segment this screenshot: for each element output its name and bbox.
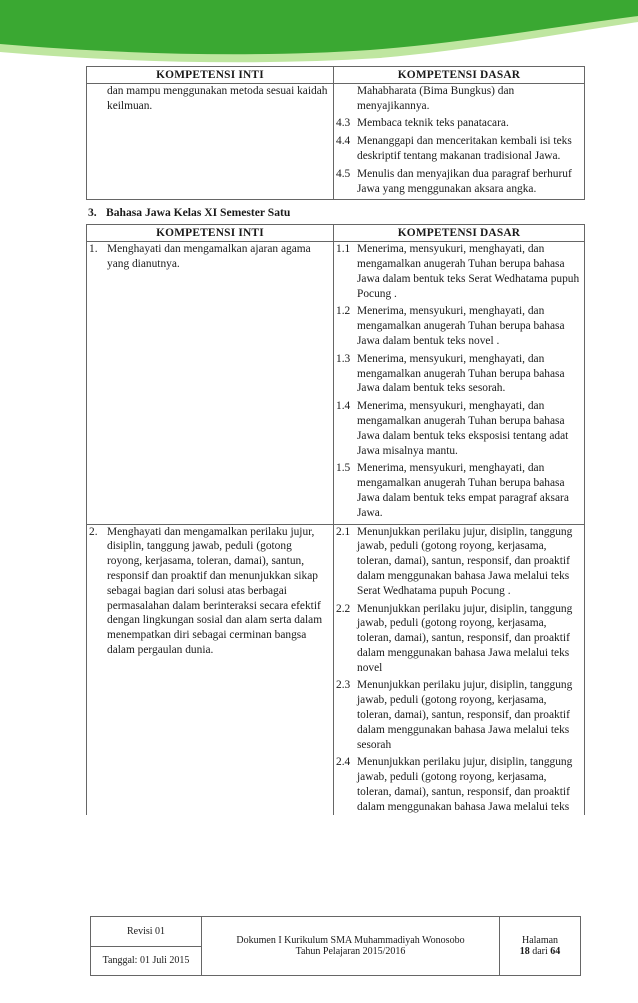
- header-kompetensi-inti: KOMPETENSI INTI: [87, 67, 334, 84]
- kd-item: [334, 399, 584, 461]
- kd-number: 1.2: [336, 305, 351, 318]
- kd-number: 1.4: [336, 400, 351, 413]
- kd-cell: [334, 242, 585, 524]
- kd-cell: [334, 83, 585, 200]
- header-kompetensi-dasar: KOMPETENSI DASAR: [334, 225, 585, 242]
- ki-entry: [87, 525, 333, 658]
- kd-text: Menunjukkan perilaku jujur, disiplin, tanggung jawab, peduli (gotong royong, kerjasama, toleran, damai), santun, responsif, dan proaktif dalam menggunakan bahasa Jawa melalui teks novel: [357, 602, 573, 674]
- footer-page-number: [500, 946, 580, 957]
- ki-text: Menghayati dan mengamalkan ajaran agama yang dianutnya.: [107, 243, 311, 270]
- banner-green-wave: [0, 0, 638, 54]
- kd-number: 4.5: [336, 167, 351, 180]
- ki-number: 1.: [89, 243, 98, 256]
- kd-text: Menunjukkan perilaku jujur, disiplin, tanggung jawab, peduli (gotong royong, kerjasama, toleran, damai), santun, responsif, dan proaktif dalam menggunakan bahasa Jawa melalui teks sesorah: [357, 679, 573, 751]
- footer-page-current: 18: [519, 946, 530, 957]
- footer-tanggal: Tanggal: 01 Juli 2015: [91, 946, 202, 976]
- competency-table: [86, 224, 585, 814]
- kd-item: [334, 167, 584, 200]
- document-footer: [90, 916, 581, 976]
- kd-text: Membaca teknik teks panatacara.: [357, 117, 509, 130]
- kd-cell: [334, 524, 585, 815]
- section-title: Bahasa Jawa Kelas XI Semester Satu: [106, 206, 291, 220]
- kd-text: Menerima, mensyukuri, menghayati, dan mengamalkan anugerah Tuhan berupa bahasa Jawa dalam bentuk teks eksposisi tentang adat Jawa misalnya mantu.: [357, 400, 569, 457]
- footer-page-total: 64: [550, 946, 561, 957]
- ki-number: 2.: [89, 525, 98, 538]
- kd-item: [334, 525, 584, 602]
- page-content: [86, 66, 584, 815]
- kd-number: 1.5: [336, 462, 351, 475]
- kd-number: 4.4: [336, 135, 351, 148]
- kd-text: Menanggapi dan menceritakan kembali isi teks deskriptif tentang makanan tradisional Jawa.: [357, 135, 572, 162]
- footer-halaman: [500, 917, 581, 976]
- ki-text: Menghayati dan mengamalkan perilaku jujur, disiplin, tanggung jawab, peduli (gotong royong, kerjasama, toleran, damai), santun, responsif dan proaktif dan menunjukkan sikap sebagai bagian dari solusi atas berbagai permasalahan dalam berinteraksi secara efektif dengan lingkungan sosial dan alam serta dalam menempatkan diri sebagai cerminan bangsa dalam pergaulan dunia.: [107, 525, 323, 656]
- header-kompetensi-dasar: KOMPETENSI DASAR: [334, 67, 585, 84]
- ki-cell: [87, 524, 334, 815]
- section-heading: [88, 206, 584, 219]
- kd-number: 4.3: [336, 117, 351, 130]
- ki-cell: [87, 242, 334, 524]
- competency-table-continued: [86, 66, 585, 200]
- kd-text: Menerima, mensyukuri, menghayati, dan mengamalkan anugerah Tuhan berupa bahasa Jawa dalam bentuk teks empat paragraf aksara Jawa.: [357, 462, 569, 519]
- kd-number: 1.1: [336, 243, 351, 256]
- table-row: [87, 83, 585, 200]
- section-number: 3.: [88, 206, 97, 220]
- footer-dokumen: [202, 917, 500, 976]
- ki-entry: [87, 242, 333, 272]
- kd-text: Menunjukkan perilaku jujur, disiplin, tanggung jawab, peduli (gotong royong, kerjasama, toleran, damai), santun, responsif, dan proaktif dalam menggunakan bahasa Jawa melalui teks: [357, 756, 573, 813]
- header-banner: [0, 0, 638, 65]
- ki-cell: [87, 83, 334, 200]
- kd-item: [334, 116, 584, 134]
- kd-number: 2.3: [336, 679, 351, 692]
- kd-text: Menerima, mensyukuri, menghayati, dan mengamalkan anugerah Tuhan berupa bahasa Jawa dalam bentuk teks novel .: [357, 305, 565, 347]
- kd-number: 2.1: [336, 525, 351, 538]
- kd-text: Menulis dan menyajikan dua paragraf berhuruf Jawa yang menggunakan aksara angka.: [357, 167, 572, 195]
- kd-item: [334, 678, 584, 755]
- footer-dokumen-year: Tahun Pelajaran 2015/2016: [295, 946, 406, 957]
- kd-text: Menerima, mensyukuri, menghayati, dan mengamalkan anugerah Tuhan berupa bahasa Jawa dalam bentuk teks Serat Wedhatama pupuh Pocung .: [357, 243, 580, 300]
- kd-number: 2.2: [336, 602, 351, 615]
- kd-item: [334, 242, 584, 304]
- kd-item: [334, 352, 584, 399]
- kd-text: Menunjukkan perilaku jujur, disiplin, tanggung jawab, peduli (gotong royong, kerjasama, toleran, damai), santun, responsif, dan proaktif dalam menggunakan bahasa Jawa melalui teks Serat Wedhatama pupuh Pocung .: [357, 525, 573, 597]
- table-row: [87, 524, 585, 815]
- footer-page-sep: dari: [532, 946, 548, 957]
- kd-number: 1.3: [336, 352, 351, 365]
- table-row: [87, 242, 585, 524]
- kd-item: [334, 755, 584, 814]
- kd-text: Menerima, mensyukuri, menghayati, dan mengamalkan anugerah Tuhan berupa bahasa Jawa dalam bentuk teks sesorah.: [357, 352, 565, 395]
- kd-item: [334, 602, 584, 679]
- header-kompetensi-inti: KOMPETENSI INTI: [87, 225, 334, 242]
- footer-revisi: Revisi 01: [91, 917, 202, 947]
- kd-item: [334, 134, 584, 167]
- kd-number: 2.4: [336, 756, 351, 769]
- ki-text: dan mampu menggunakan metoda sesuai kaidah keilmuan.: [107, 84, 328, 112]
- kd-item: [334, 461, 584, 523]
- footer-halaman-label: Halaman: [521, 935, 559, 946]
- footer-dokumen-title: Dokumen I Kurikulum SMA Muhammadiyah Wonosobo: [236, 935, 465, 946]
- kd-continuation: Mahabharata (Bima Bungkus) dan menyajikannya.: [357, 84, 515, 112]
- kd-item: [334, 304, 584, 351]
